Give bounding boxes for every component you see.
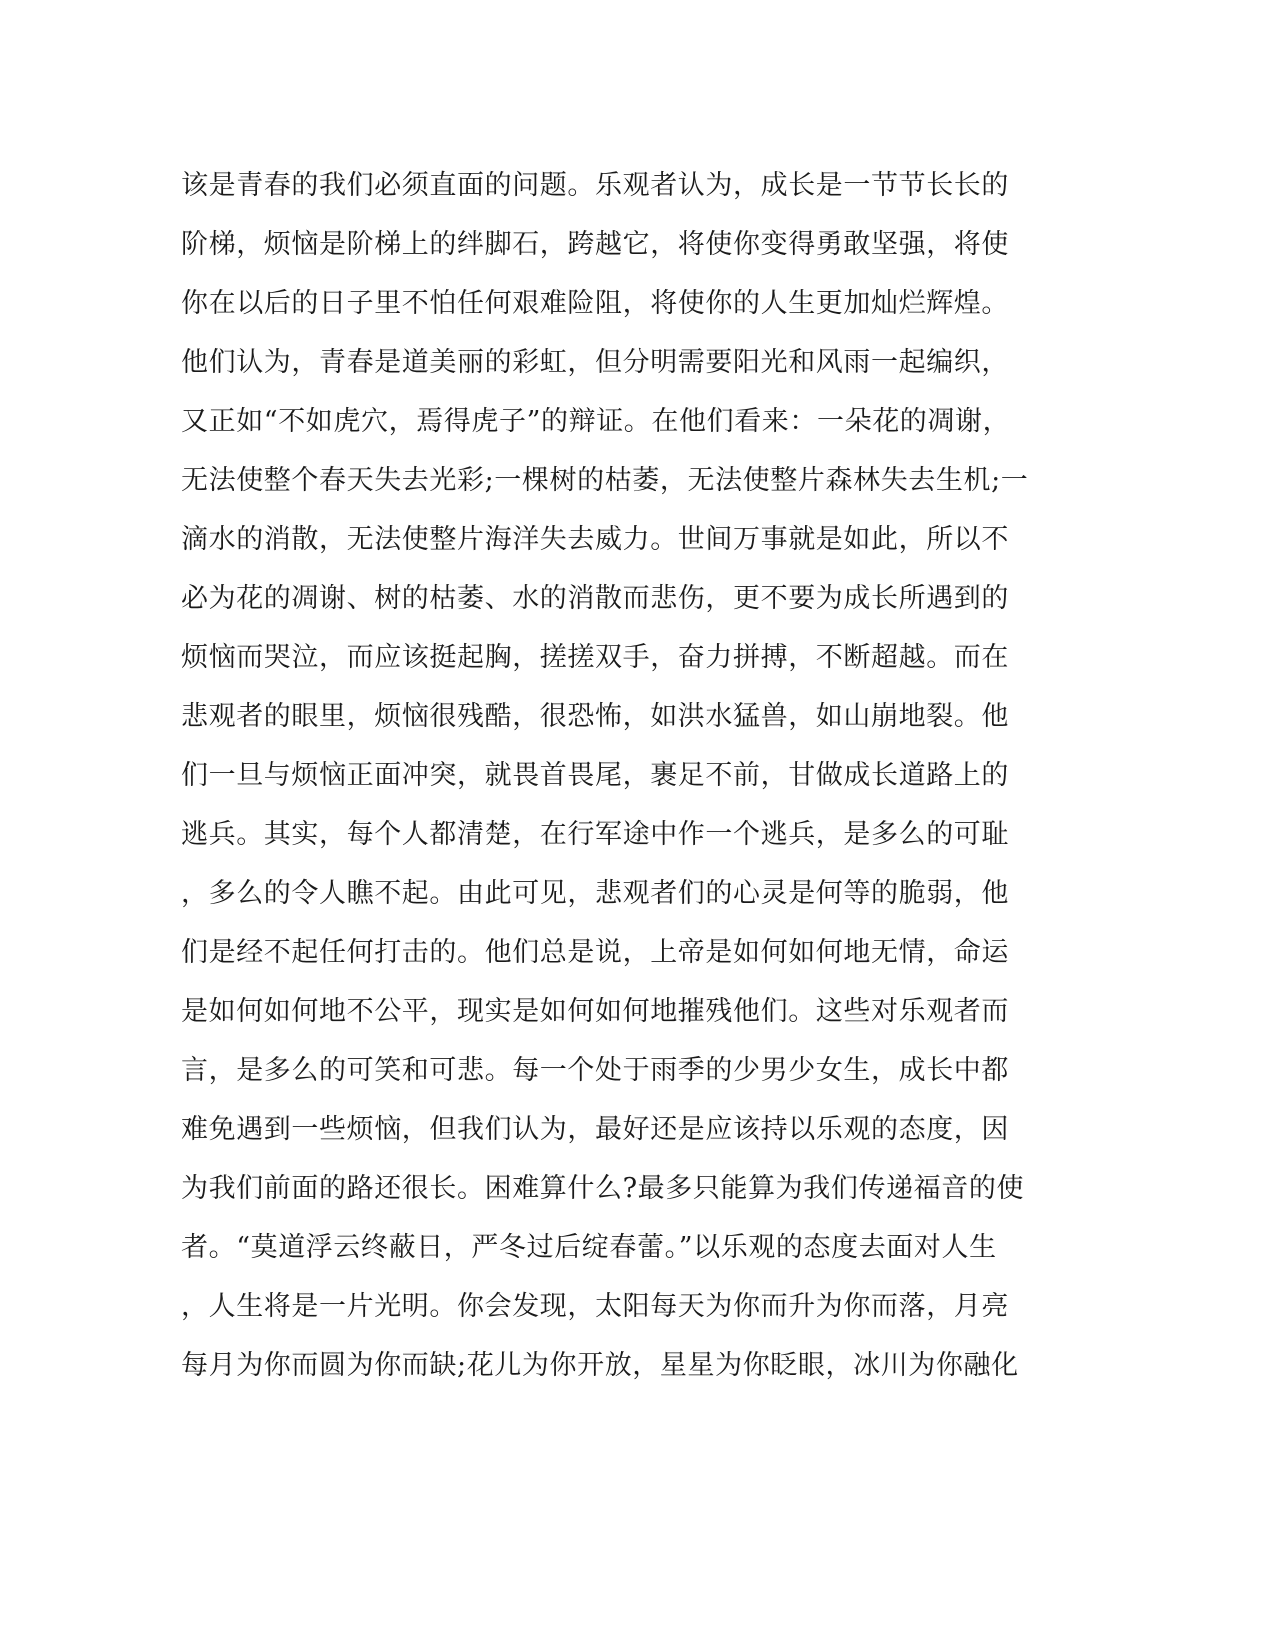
text-line: 逃兵。其实，每个人都清楚，在行军途中作一个逃兵，是多么的可耻: [181, 819, 1009, 850]
text-line: 悲观者的眼里，烦恼很残酷，很恐怖，如洪水猛兽，如山崩地裂。他: [181, 701, 1009, 732]
text-line: 们一旦与烦恼正面冲突，就畏首畏尾，裹足不前，甘做成长道路上的: [181, 760, 1009, 791]
text-line: 又正如“不如虎穴，焉得虎子”的辩证。在他们看来：一朵花的凋谢，: [181, 406, 1011, 437]
text-line: 们是经不起任何打击的。他们总是说，上帝是如何如何地无情，命运: [181, 937, 1009, 968]
text-line: 无法使整个春天失去光彩;一棵树的枯萎，无法使整片森林失去生机;一: [181, 465, 1029, 496]
text-line: ，多么的令人瞧不起。由此可见，悲观者们的心灵是何等的脆弱，他: [181, 878, 1009, 909]
text-line: 滴水的消散，无法使整片海洋失去威力。世间万事就是如此，所以不: [181, 524, 1009, 555]
text-line: 他们认为，青春是道美丽的彩虹，但分明需要阳光和风雨一起编织，: [181, 347, 1009, 378]
text-line: 必为花的凋谢、树的枯萎、水的消散而悲伤，更不要为成长所遇到的: [181, 583, 1009, 614]
text-line: 你在以后的日子里不怕任何艰难险阻，将使你的人生更加灿烂辉煌。: [181, 288, 1009, 319]
text-line: 为我们前面的路还很长。困难算什么?最多只能算为我们传递福音的使: [181, 1173, 1025, 1204]
text-line: 是如何如何地不公平，现实是如何如何地摧残他们。这些对乐观者而: [181, 996, 1009, 1027]
text-line: 者。“莫道浮云终蔽日，严冬过后绽春蕾。”以乐观的态度去面对人生: [181, 1232, 997, 1263]
text-line: 言，是多么的可笑和可悲。每一个处于雨季的少男少女生，成长中都: [181, 1055, 1009, 1086]
text-line: 难免遇到一些烦恼，但我们认为，最好还是应该持以乐观的态度，因: [181, 1114, 1009, 1145]
text-line: 每月为你而圆为你而缺;花儿为你开放，星星为你眨眼，冰川为你融化: [181, 1350, 1019, 1381]
text-line: 烦恼而哭泣，而应该挺起胸，搓搓双手，奋力拼搏，不断超越。而在: [181, 642, 1009, 673]
text-line: ，人生将是一片光明。你会发现，太阳每天为你而升为你而落，月亮: [181, 1291, 1009, 1322]
body-text: [181, 156, 1041, 1395]
text-line: 阶梯，烦恼是阶梯上的绊脚石，跨越它，将使你变得勇敢坚强，将使: [181, 229, 1009, 260]
text-line: 该是青春的我们必须直面的问题。乐观者认为，成长是一节节长长的: [181, 170, 1009, 201]
